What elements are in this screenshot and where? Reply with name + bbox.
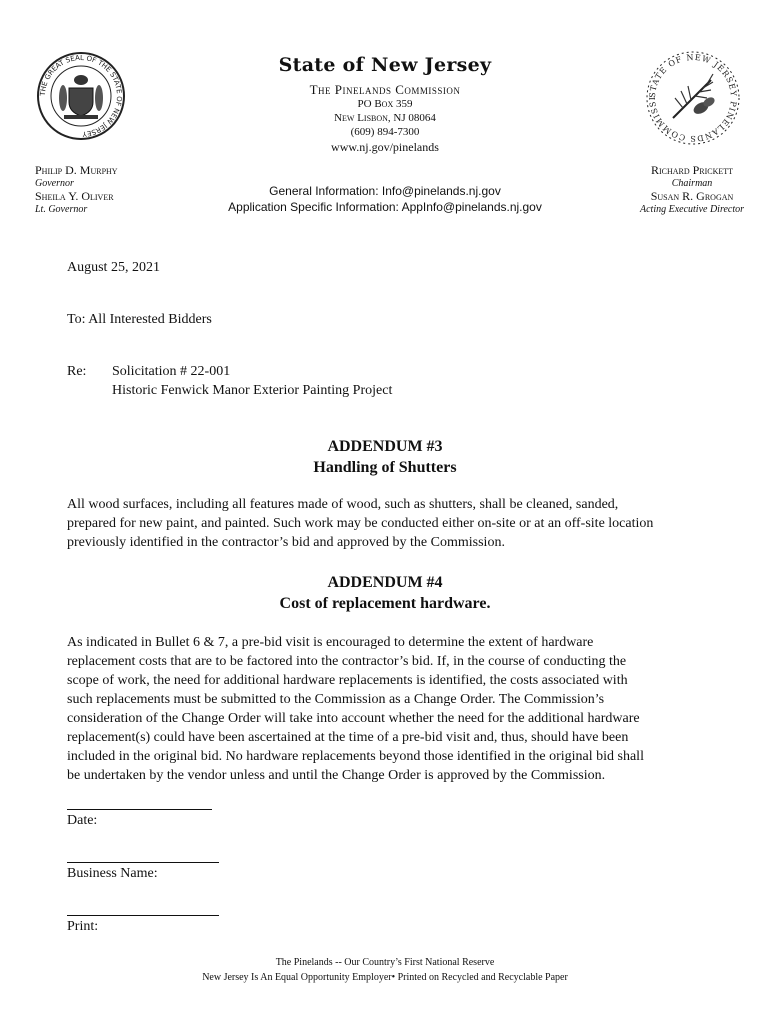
director-role: Acting Executive Director [640, 204, 745, 215]
addendum-4-heading [0, 572, 770, 614]
business-name-label: Business Name: [67, 866, 158, 881]
paragraph-line: prepared for new paint, and painted. Such work may be conducted either on-site or at an off-site location [67, 516, 654, 531]
project-title: Historic Fenwick Manor Exterior Painting Project [112, 383, 393, 398]
governor-name: Philip D. Murphy [35, 163, 118, 177]
lt-governor-role: Lt. Governor [35, 204, 88, 215]
paragraph-line: such replacements must be submitted to the Commission as a Change Order. The Commission’s [67, 692, 605, 707]
paragraph-line: replacement(s) could have been ascertained at the time of a pre-bid visit and, thus, should have been [67, 730, 629, 745]
paragraph-line: be undertaken by the vendor unless and until the Change Order is approved by the Commission. [67, 768, 606, 783]
lt-governor-name: Sheila Y. Oliver [35, 189, 114, 203]
city-address: New Lisbon, NJ 08064 [334, 112, 436, 124]
letterhead [185, 54, 585, 155]
state-title: State of New Jersey [278, 54, 492, 76]
addendum-3-heading [0, 436, 770, 478]
paragraph-line: consideration of the Change Order will take into account whether the need for the additional hardware [67, 711, 640, 726]
paragraph-line: replacement costs that are to be factored into the contractor’s bid. If, in the course of conducting the [67, 654, 627, 669]
letter-recipient: To: All Interested Bidders [67, 312, 212, 327]
paragraph-line: included in the original bid. No hardware replacements beyond those identified in the original bid shall [67, 749, 644, 764]
solicitation-number: Solicitation # 22-001 [112, 364, 231, 379]
phone-number: (609) 894-7300 [350, 126, 420, 138]
letter-date: August 25, 2021 [67, 260, 160, 275]
date-signature-line[interactable] [67, 809, 212, 810]
pinelands-seal-logo [643, 48, 743, 148]
director-name: Susan R. Grogan [650, 189, 734, 203]
chairman-role: Chairman [671, 178, 713, 189]
print-label: Print: [67, 919, 99, 934]
state-seal-logo [36, 48, 126, 144]
page-footer [100, 955, 670, 985]
addendum-3-paragraph [67, 495, 707, 552]
paragraph-line: scope of work, the need for additional hardware replacements is identified, the costs associated with [67, 673, 628, 688]
addendum-4-title: ADDENDUM #4 [327, 574, 443, 591]
officials-right [640, 164, 744, 216]
chairman-name: Richard Prickett [650, 163, 734, 177]
print-signature-line[interactable] [67, 915, 219, 916]
footer-notice: New Jersey Is An Equal Opportunity Employer• Printed on Recycled and Recyclable Paper [202, 972, 568, 983]
addendum-3-subtitle: Handling of Shutters [313, 459, 457, 476]
svg-text:STATE OF NEW JERSEY PINELANDS: STATE OF NEW JERSEY PINELANDS COMMISSI [647, 52, 739, 144]
addendum-3-title: ADDENDUM #3 [327, 438, 443, 455]
paragraph-line: previously identified in the contractor’s bid and approved by the Commission. [67, 535, 505, 550]
po-box: PO Box 359 [357, 98, 413, 110]
officials-left [35, 164, 118, 216]
addendum-4-paragraph [67, 633, 707, 785]
paragraph-line: As indicated in Bullet 6 & 7, a pre-bid visit is encouraged to determine the extent of hardware [67, 635, 594, 650]
date-label: Date: [67, 813, 98, 828]
addendum-4-subtitle: Cost of replacement hardware. [279, 595, 491, 612]
re-label: Re: [67, 364, 87, 379]
governor-role: Governor [35, 178, 74, 189]
contact-info [200, 183, 570, 215]
footer-motto: The Pinelands -- Our Country’s First National Reserve [275, 957, 495, 968]
svg-text:THE GREAT SEAL OF THE STATE OF: THE GREAT SEAL OF THE STATE OF NEW JERSEY [38, 53, 124, 139]
application-info-email[interactable]: Application Specific Information: AppInfo@pinelands.nj.gov [228, 200, 542, 214]
paragraph-line: All wood surfaces, including all features made of wood, such as shutters, shall be cleaned, sanded, [67, 497, 619, 512]
general-info-email[interactable]: General Information: Info@pinelands.nj.gov [269, 184, 501, 198]
agency-name: The Pinelands Commission [309, 82, 461, 97]
business-name-signature-line[interactable] [67, 862, 219, 863]
re-subject [112, 362, 392, 400]
website-link[interactable]: www.nj.gov/pinelands [331, 140, 439, 154]
